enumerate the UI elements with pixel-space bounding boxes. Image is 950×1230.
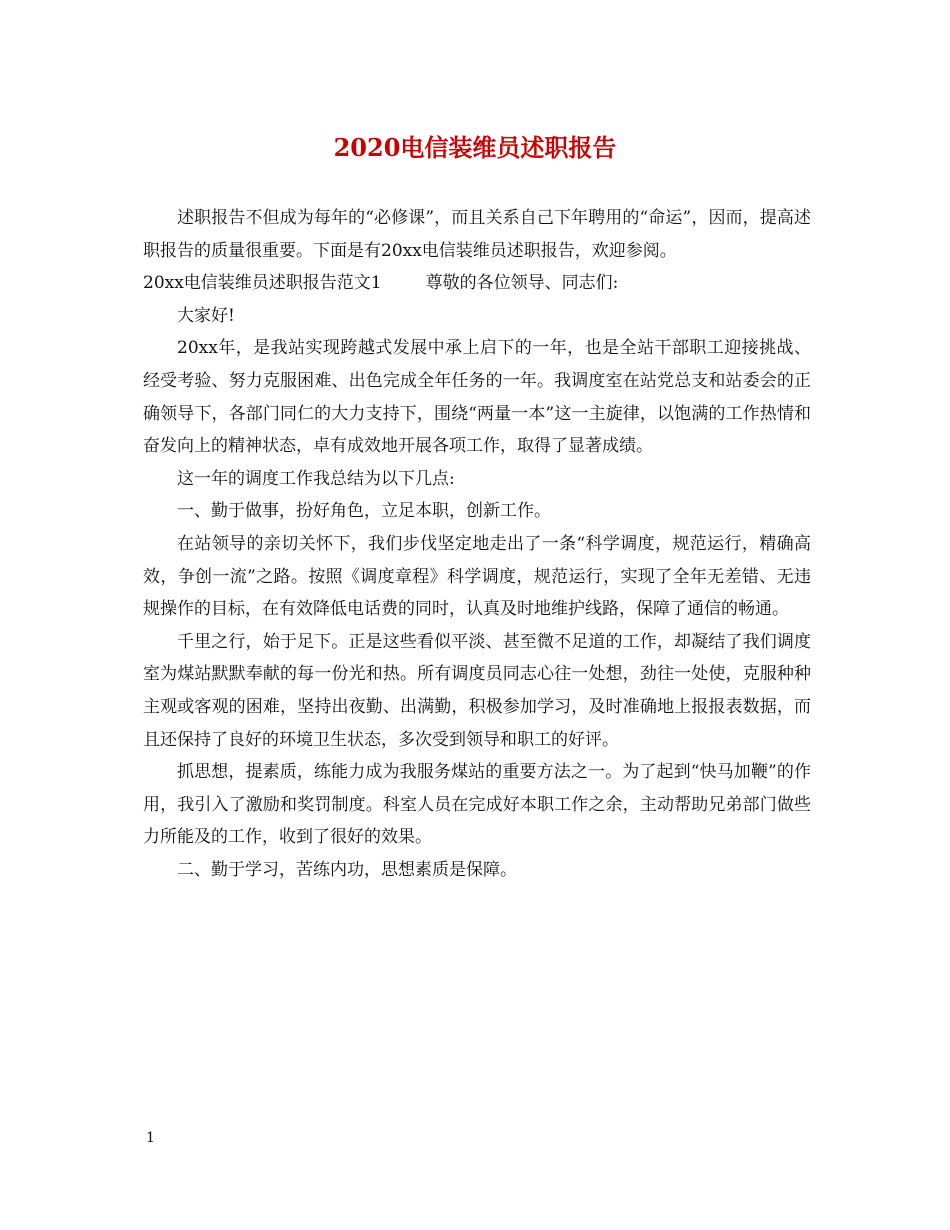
paragraph-year-summary: 20xx年，是我站实现跨越式发展中承上启下的一年，也是全站干部职工迎接挑战、经受考验、努力克服困难、出色完成全年任务的一年。我调度室在站党总支和站委会的正确领导下，各部门同仁的大力支持下，围绕“两量一本”这一主旋律，以饱满的工作热情和奋发向上的精神状态，卓有成效地开展各项工作，取得了显著成绩。 <box>143 338 811 457</box>
paragraph-point-one: 一、勤于做事，扮好角色，立足本职，创新工作。 <box>177 501 551 522</box>
section-heading: 20xx电信装维员述职报告范文1 <box>143 273 382 294</box>
paragraph-point-two: 二、勤于学习，苦练内功，思想素质是保障。 <box>177 859 517 880</box>
section-heading-line <box>143 267 811 300</box>
paragraph-scientific-dispatch: 在站领导的亲切关怀下，我们步伐坚定地走出了一条“科学调度，规范运行，精确高效，争创一流”之路。按照《调度章程》科学调度，规范运行，实现了全年无差错、无违规操作的目标，在有效降低电话费的同时，认真及时地维护线路，保障了通信的畅通。 <box>143 533 811 620</box>
document-title: 2020电信装维员述职报告 <box>333 133 617 162</box>
paragraph-incentives: 抓思想，提素质，练能力成为我服务煤站的重要方法之一。为了起到“快马加鞭”的作用，我引入了激励和奖罚制度。科室人员在完成好本职工作之余，主动帮助兄弟部门做些力所能及的工作，收到了很好的效果。 <box>143 762 811 848</box>
paragraph-intro: 述职报告不但成为每年的“必修课”，而且关系自己下年聘用的“命运”，因而，提高述职报告的质量很重要。下面是有20xx电信装维员述职报告，欢迎参阅。 <box>143 208 811 261</box>
salutation: 尊敬的各位领导、同志们: <box>425 273 619 294</box>
paragraph-daily-work: 千里之行，始于足下。正是这些看似平淡、甚至微不足道的工作，却凝结了我们调度室为煤站默默奉献的每一份光和热。所有调度员同志心往一处想，劲往一处使，克服种种主观或客观的困难，坚持出夜勤、出满勤，积极参加学习，及时准确地上报报表数据，而且还保持了良好的环境卫生状态，多次受到领导和职工的好评。 <box>143 631 811 750</box>
page-number: 1 <box>146 1130 155 1146</box>
paragraph-points-intro: 这一年的调度工作我总结为以下几点: <box>177 468 455 489</box>
paragraph-greeting: 大家好! <box>177 305 235 326</box>
document-body <box>143 202 811 886</box>
